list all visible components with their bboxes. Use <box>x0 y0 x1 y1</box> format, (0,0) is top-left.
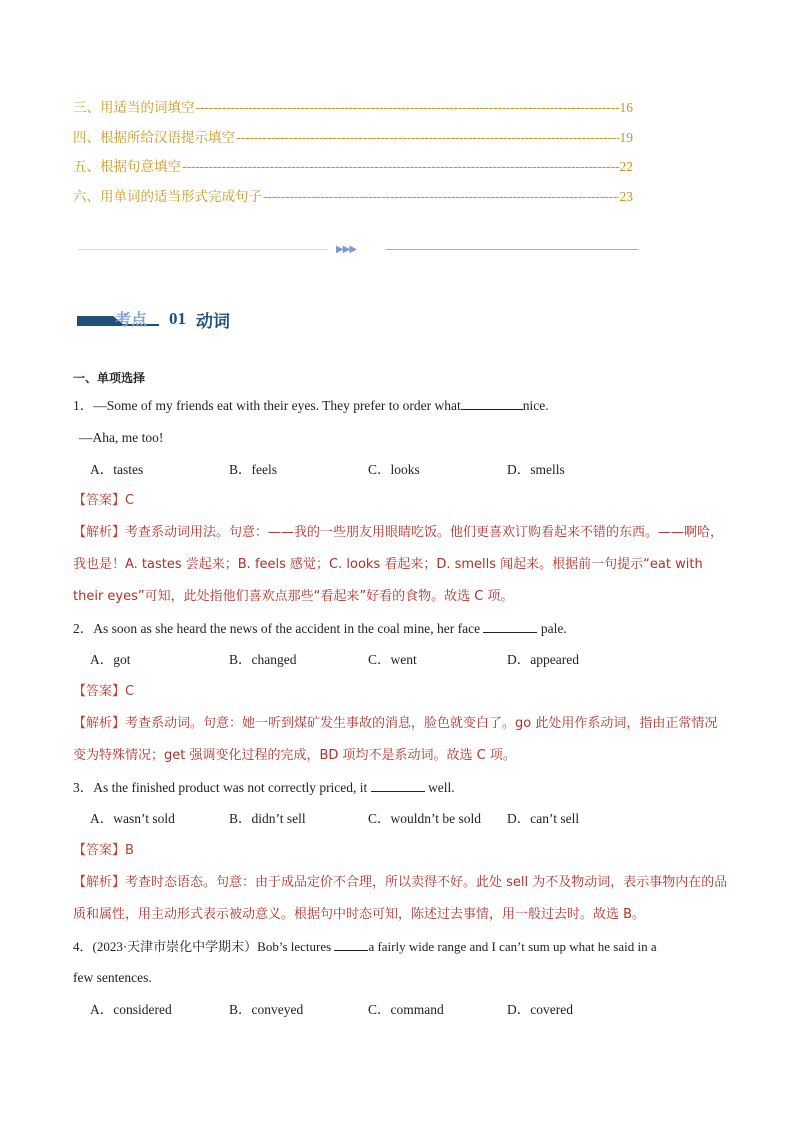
option-row <box>73 454 728 486</box>
option-b[interactable]: B．feels <box>229 461 277 477</box>
option-d[interactable]: D．appeared <box>507 652 579 668</box>
answer-value: C <box>125 493 135 509</box>
analysis-label: 【解析】 <box>73 874 126 890</box>
badge-bar-icon <box>77 316 113 324</box>
option-b[interactable]: B．didn’t sell <box>229 811 306 827</box>
toc-leader-dots <box>182 159 619 175</box>
toc-leader-dots <box>236 130 619 146</box>
answer-line <box>73 835 728 867</box>
answer-line <box>73 485 728 517</box>
toc-leader-dots <box>263 189 619 205</box>
stem-text: well. <box>428 779 455 795</box>
answer-value: C <box>125 684 135 700</box>
triangle-arrows-icon: ▶▶▶ <box>336 244 357 255</box>
part-title: 一、单项选择 <box>73 371 146 385</box>
stem-text: nice. <box>522 398 549 413</box>
toc-entry-page: 16 <box>619 100 633 115</box>
option-d[interactable]: D．covered <box>507 1002 573 1018</box>
section-badge <box>77 310 159 328</box>
option-a[interactable]: A．wasn’t sold <box>90 811 175 827</box>
analysis-text: 考查系动词。句意：她一听到煤矿发生事故的消息，脸色就变白了。go 此处用作系动词，指由正常情况变为特殊情况；get 强调变化过程的完成，BD 项均不是系动词。故选 C 项。 <box>73 715 718 763</box>
toc-leader-dots <box>196 100 619 116</box>
toc-entry-title: 三、用适当的词填空 <box>73 100 195 116</box>
option-d[interactable]: D．can’t sell <box>507 811 580 827</box>
answer-label: 【答案】 <box>73 684 126 700</box>
analysis-label: 【解析】 <box>73 525 126 541</box>
toc-entry-title: 五、根据句意填空 <box>73 159 181 175</box>
toc-entry-title: 六、用单词的适当形式完成句子 <box>73 188 262 205</box>
analysis-block <box>73 867 728 931</box>
toc-entry-page: 19 <box>619 129 633 145</box>
analysis-text: 考查时态语态。句意：由于成品定价不合理，所以卖得不好。此处 sell 为不及物动词，表示事物内在的品质和属性，用主动形式表示被动意义。根据句中时态可知，陈述过去事情，用一般过去时。故选 B。 <box>73 874 728 922</box>
stem-text: 1．—Some of my friends eat with their eyes. They prefer to order what <box>73 398 461 413</box>
answer-label: 【答案】 <box>73 493 126 509</box>
divider-line-right <box>386 249 638 250</box>
option-c[interactable]: C．wouldn’t be sold <box>368 811 482 827</box>
option-b[interactable]: B．conveyed <box>229 1002 304 1018</box>
section-title: 动词 <box>196 311 230 332</box>
toc-entry[interactable] <box>73 185 633 215</box>
answer-blank <box>334 936 368 951</box>
analysis-label: 【解析】 <box>73 715 126 731</box>
option-b[interactable]: B．changed <box>229 652 297 668</box>
question-stem <box>73 931 728 963</box>
option-row <box>73 803 728 835</box>
stem-text: pale. <box>540 620 567 636</box>
option-row <box>73 644 728 676</box>
option-c[interactable]: C．command <box>368 1002 444 1018</box>
analysis-text: 考查系动词用法。句意：——我的一些朋友用眼睛吃饭。他们更喜欢订购看起来不错的东西。——啊哈，我也是！A. tastes 尝起来；B. feels 感觉；C. looks 看起来；D. smells 闻起来。根据前一句提示“eat with their eyes”可知，此处指他们喜欢点那些“看起来”好看的食物。故选 C 项。 <box>73 525 724 604</box>
question-stem-line2: few sentences. <box>73 970 152 986</box>
option-row <box>73 994 728 1026</box>
answer-blank <box>483 618 537 633</box>
option-a[interactable]: A．tastes <box>90 461 144 477</box>
stem-text: 2．As soon as she heard the news of the accident in the coal mine, her face <box>73 620 481 636</box>
answer-label: 【答案】 <box>73 843 126 859</box>
section-divider <box>78 243 638 257</box>
option-c[interactable]: C．went <box>368 652 417 668</box>
answer-value: B <box>125 843 134 859</box>
option-c[interactable]: C．looks <box>368 461 420 477</box>
toc-entry-page: 22 <box>619 159 633 174</box>
question-stem <box>73 390 728 422</box>
answer-line <box>73 676 728 708</box>
toc-entry[interactable] <box>73 155 633 185</box>
section-number: 01 <box>169 309 186 328</box>
question-stem-line2: —Aha, me too! <box>79 429 164 445</box>
option-a[interactable]: A．got <box>90 652 131 668</box>
question-stem <box>73 613 728 645</box>
stem-text: a fairly wide range and I can’t sum up what he said in a <box>368 938 657 954</box>
question-stem <box>73 772 728 804</box>
stem-text: 3．As the finished product was not correctly priced, it <box>73 779 368 795</box>
toc-entry[interactable] <box>73 126 633 156</box>
toc-entry[interactable] <box>73 96 633 126</box>
toc-entry-title: 四、根据所给汉语提示填空 <box>73 129 235 146</box>
badge-label: 考点 <box>115 310 148 329</box>
analysis-block <box>73 517 728 612</box>
stem-text: 4．(2023·天津市崇化中学期末）Bob’s lectures <box>73 938 332 954</box>
toc-entry-page: 23 <box>619 188 633 204</box>
question-content <box>73 366 728 1026</box>
option-a[interactable]: A．considered <box>90 1002 172 1018</box>
table-of-contents <box>73 96 633 214</box>
section-heading <box>77 306 230 332</box>
answer-blank <box>371 777 425 792</box>
divider-line-left <box>78 249 328 250</box>
answer-blank <box>461 395 523 410</box>
analysis-block <box>73 708 728 772</box>
option-d[interactable]: D．smells <box>507 461 565 477</box>
